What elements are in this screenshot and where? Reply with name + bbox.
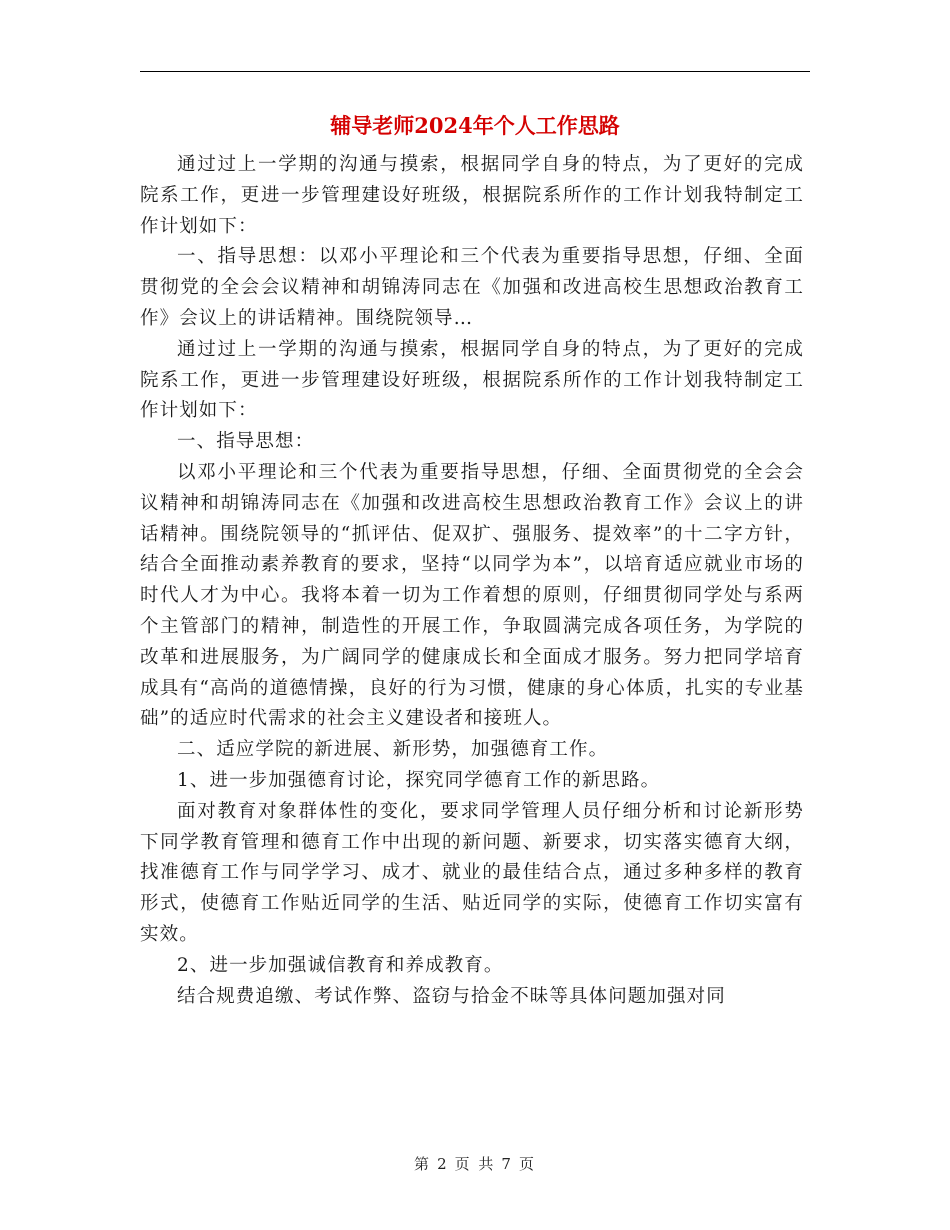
subheading-moral-research: 1、进一步加强德育讨论，探究同学德育工作的新思路。 bbox=[177, 769, 661, 791]
paragraph-moral-research: 面对教育对象群体性的变化，要求同学管理人员仔细分析和讨论新形势下同学教育管理和德育工作中出现的新问题、新要求，切实落实德育大纲，找准德育工作与同学学习、成才、就业的最佳结合点，通过多种多样的教育形式，使德育工作贴近同学的生活、贴近同学的实际，使德育工作切实富有实效。 bbox=[140, 800, 804, 945]
paragraph-intro: 通过过上一学期的沟通与摸索，根据同学自身的特点，为了更好的完成院系工作，更进一步管理建设好班级，根据院系所作的工作计划我特制定工作计划如下： bbox=[140, 154, 804, 237]
footer-suffix: 页 bbox=[518, 1155, 536, 1173]
page-number-footer bbox=[0, 1153, 950, 1174]
section-heading-moral-education: 二、适应学院的新进展、新形势，加强德育工作。 bbox=[177, 739, 609, 761]
document-body bbox=[140, 150, 804, 1012]
paragraph-intro-repeat: 通过过上一学期的沟通与摸索，根据同学自身的特点，为了更好的完成院系工作，更进一步管理建设好班级，根据院系所作的工作计划我特制定工作计划如下： bbox=[140, 338, 804, 422]
subheading-integrity-education: 2、进一步加强诚信教育和养成教育。 bbox=[177, 954, 504, 976]
section-heading-guiding-thought: 一、指导思想： bbox=[177, 431, 315, 453]
paragraph-integrity-education: 结合规费追缴、考试作弊、盗窃与拾金不昧等具体问题加强对同 bbox=[177, 985, 726, 1007]
footer-middle: 页 共 bbox=[454, 1155, 496, 1173]
paragraph-summary-guiding-thought: 一、指导思想：以邓小平理论和三个代表为重要指导思想，仔细、全面贯彻党的全会会议精神和胡锦涛同志在《加强和改进高校生思想政治教育工作》会议上的讲话精神。围绕院领导… bbox=[140, 246, 804, 329]
document-title: 辅导老师2024年个人工作思路 bbox=[330, 113, 620, 138]
footer-prefix: 第 bbox=[414, 1155, 432, 1173]
paragraph-guiding-thought: 以邓小平理论和三个代表为重要指导思想，仔细、全面贯彻党的全会会议精神和胡锦涛同志在《加强和改进高校生思想政治教育工作》会议上的讲话精神。围绕院领导的“抓评估、促双扩、强服务、提效率”的十二字方针，结合全面推动素养教育的要求，坚持“以同学为本”，以培育适应就业市场的时代人才为中心。我将本着一切为工作着想的原则，仔细贯彻同学处与系两个主管部门的精神，制造性的开展工作，争取圆满完成各项任务，为学院的改革和进展服务，为广阔同学的健康成长和全面成才服务。努力把同学培育成具有“高尚的道德情操，良好的行为习惯，健康的身心体质，扎实的专业基础”的适应时代需求的社会主义建设者和接班人。 bbox=[140, 461, 804, 730]
footer-total-pages: 7 bbox=[501, 1155, 513, 1173]
footer-current-page: 2 bbox=[437, 1155, 449, 1173]
header-rule bbox=[140, 71, 810, 72]
